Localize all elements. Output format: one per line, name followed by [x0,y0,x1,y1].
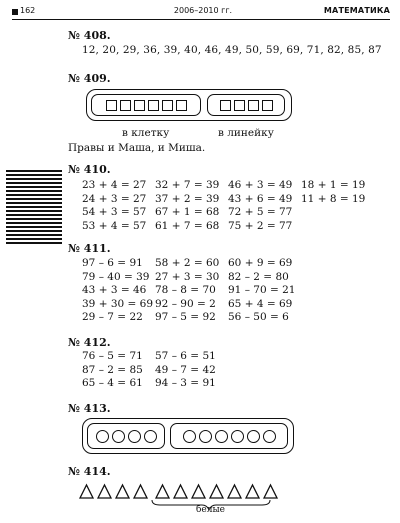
triangle-icon [156,485,169,498]
ex413-right-group [170,423,288,449]
ex411-equation: 97 – 5 = 92 [155,311,216,323]
triangle-icon [174,485,187,498]
ex411-equation: 39 + 30 = 69 [82,297,154,310]
cell-square-icon [220,100,231,111]
triangle-icon [210,485,223,498]
ex410-equation: 24 + 3 = 27 [82,192,147,205]
page-number: 162 [20,6,36,15]
cell-square-icon [120,100,131,111]
ex408-sequence: 12, 20, 29, 36, 39, 40, 46, 49, 50, 59, 69, 71, 82, 85, 87 [82,44,382,56]
ex412-title: № 412. [68,336,111,349]
circle-icon [199,430,212,443]
ex409-right-group [207,94,285,116]
ex410-equation: 18 + 1 = 19 [301,179,366,191]
ex410-equation: 53 + 4 = 57 [82,219,147,232]
triangle-icon [116,485,129,498]
ex414-label: белые [196,505,225,515]
ex412-equation: 49 – 7 = 42 [155,363,216,376]
ex408-title: № 408. [68,29,111,42]
ex411-equation: 29 – 7 = 22 [82,311,143,323]
triangle-icon [134,485,147,498]
ex414-title: № 414. [68,465,111,478]
circle-icon [128,430,141,443]
ex411-equation: 97 – 6 = 91 [82,257,143,269]
ex410-equation: 54 + 3 = 57 [82,206,147,218]
ex409-left-label: в клетку [122,127,170,139]
cell-square-icon [106,100,117,111]
ex410-equation: 43 + 6 = 49 [228,192,293,205]
ex410-equation: 37 + 2 = 39 [155,192,220,205]
ex409-left-group [91,94,201,116]
ex411-title: № 411. [68,242,111,255]
cell-square-icon [234,100,245,111]
header-subject: МАТЕМАТИКА [323,6,390,15]
ex413-left-group [87,423,165,449]
ex410-equation: 23 + 4 = 27 [82,179,147,191]
circle-icon [215,430,228,443]
ex411-equation: 78 – 8 = 70 [155,284,216,296]
ex411-equation: 58 + 2 = 60 [155,257,220,269]
cell-square-icon [262,100,273,111]
ex410-equation: 67 + 1 = 68 [155,206,220,218]
circle-icon [231,430,244,443]
ex409-answer: Правы и Маша, и Миша. [68,142,206,154]
circle-icon [183,430,196,443]
ex411-equation: 43 + 3 = 46 [82,284,147,296]
cell-square-icon [248,100,259,111]
ex411-equation: 60 + 9 = 69 [228,257,293,269]
ex412-equation: 57 – 6 = 51 [155,350,216,362]
ex412-equation: 65 – 4 = 61 [82,377,143,389]
circle-icon [144,430,157,443]
ex410-equation: 72 + 5 = 77 [228,206,293,218]
ex411-equation: 91 – 70 = 21 [228,284,296,296]
header-rule [12,19,390,20]
ex410-title: № 410. [68,163,111,176]
ex410-equation: 75 + 2 = 77 [228,219,293,232]
ex411-equation: 65 + 4 = 69 [228,297,293,310]
ex412-equation: 94 – 3 = 91 [155,377,216,389]
triangle-icon [192,485,205,498]
ex411-equation: 27 + 3 = 30 [155,270,220,283]
ex409-title: № 409. [68,72,111,85]
ex410-equation: 11 + 8 = 19 [301,192,366,205]
ex411-equation: 92 – 90 = 2 [155,297,216,310]
decorative-stripes [6,170,62,244]
triangle-icon [80,485,93,498]
ex411-equation: 56 – 50 = 6 [228,311,289,323]
cell-square-icon [148,100,159,111]
ex412-equation: 87 – 2 = 85 [82,363,143,376]
ex412-equation: 76 – 5 = 71 [82,350,143,362]
cell-square-icon [134,100,145,111]
triangle-icon [246,485,259,498]
ex410-equation: 61 + 7 = 68 [155,219,220,232]
triangle-icon [228,485,241,498]
cell-square-icon [176,100,187,111]
page-header [12,6,390,20]
ex411-equation: 79 – 40 = 39 [82,270,150,283]
ex411-equation: 82 – 2 = 80 [228,270,289,283]
cell-square-icon [162,100,173,111]
circle-icon [112,430,125,443]
circle-icon [247,430,260,443]
ex410-equation: 46 + 3 = 49 [228,179,293,191]
triangle-icon [264,485,277,498]
circle-icon [96,430,109,443]
header-years: 2006–2010 гг. [173,6,233,15]
triangle-icon [98,485,111,498]
ex410-equation: 32 + 7 = 39 [155,179,220,191]
ex409-right-label: в линейку [218,127,274,139]
circle-icon [263,430,276,443]
ex413-title: № 413. [68,402,111,415]
